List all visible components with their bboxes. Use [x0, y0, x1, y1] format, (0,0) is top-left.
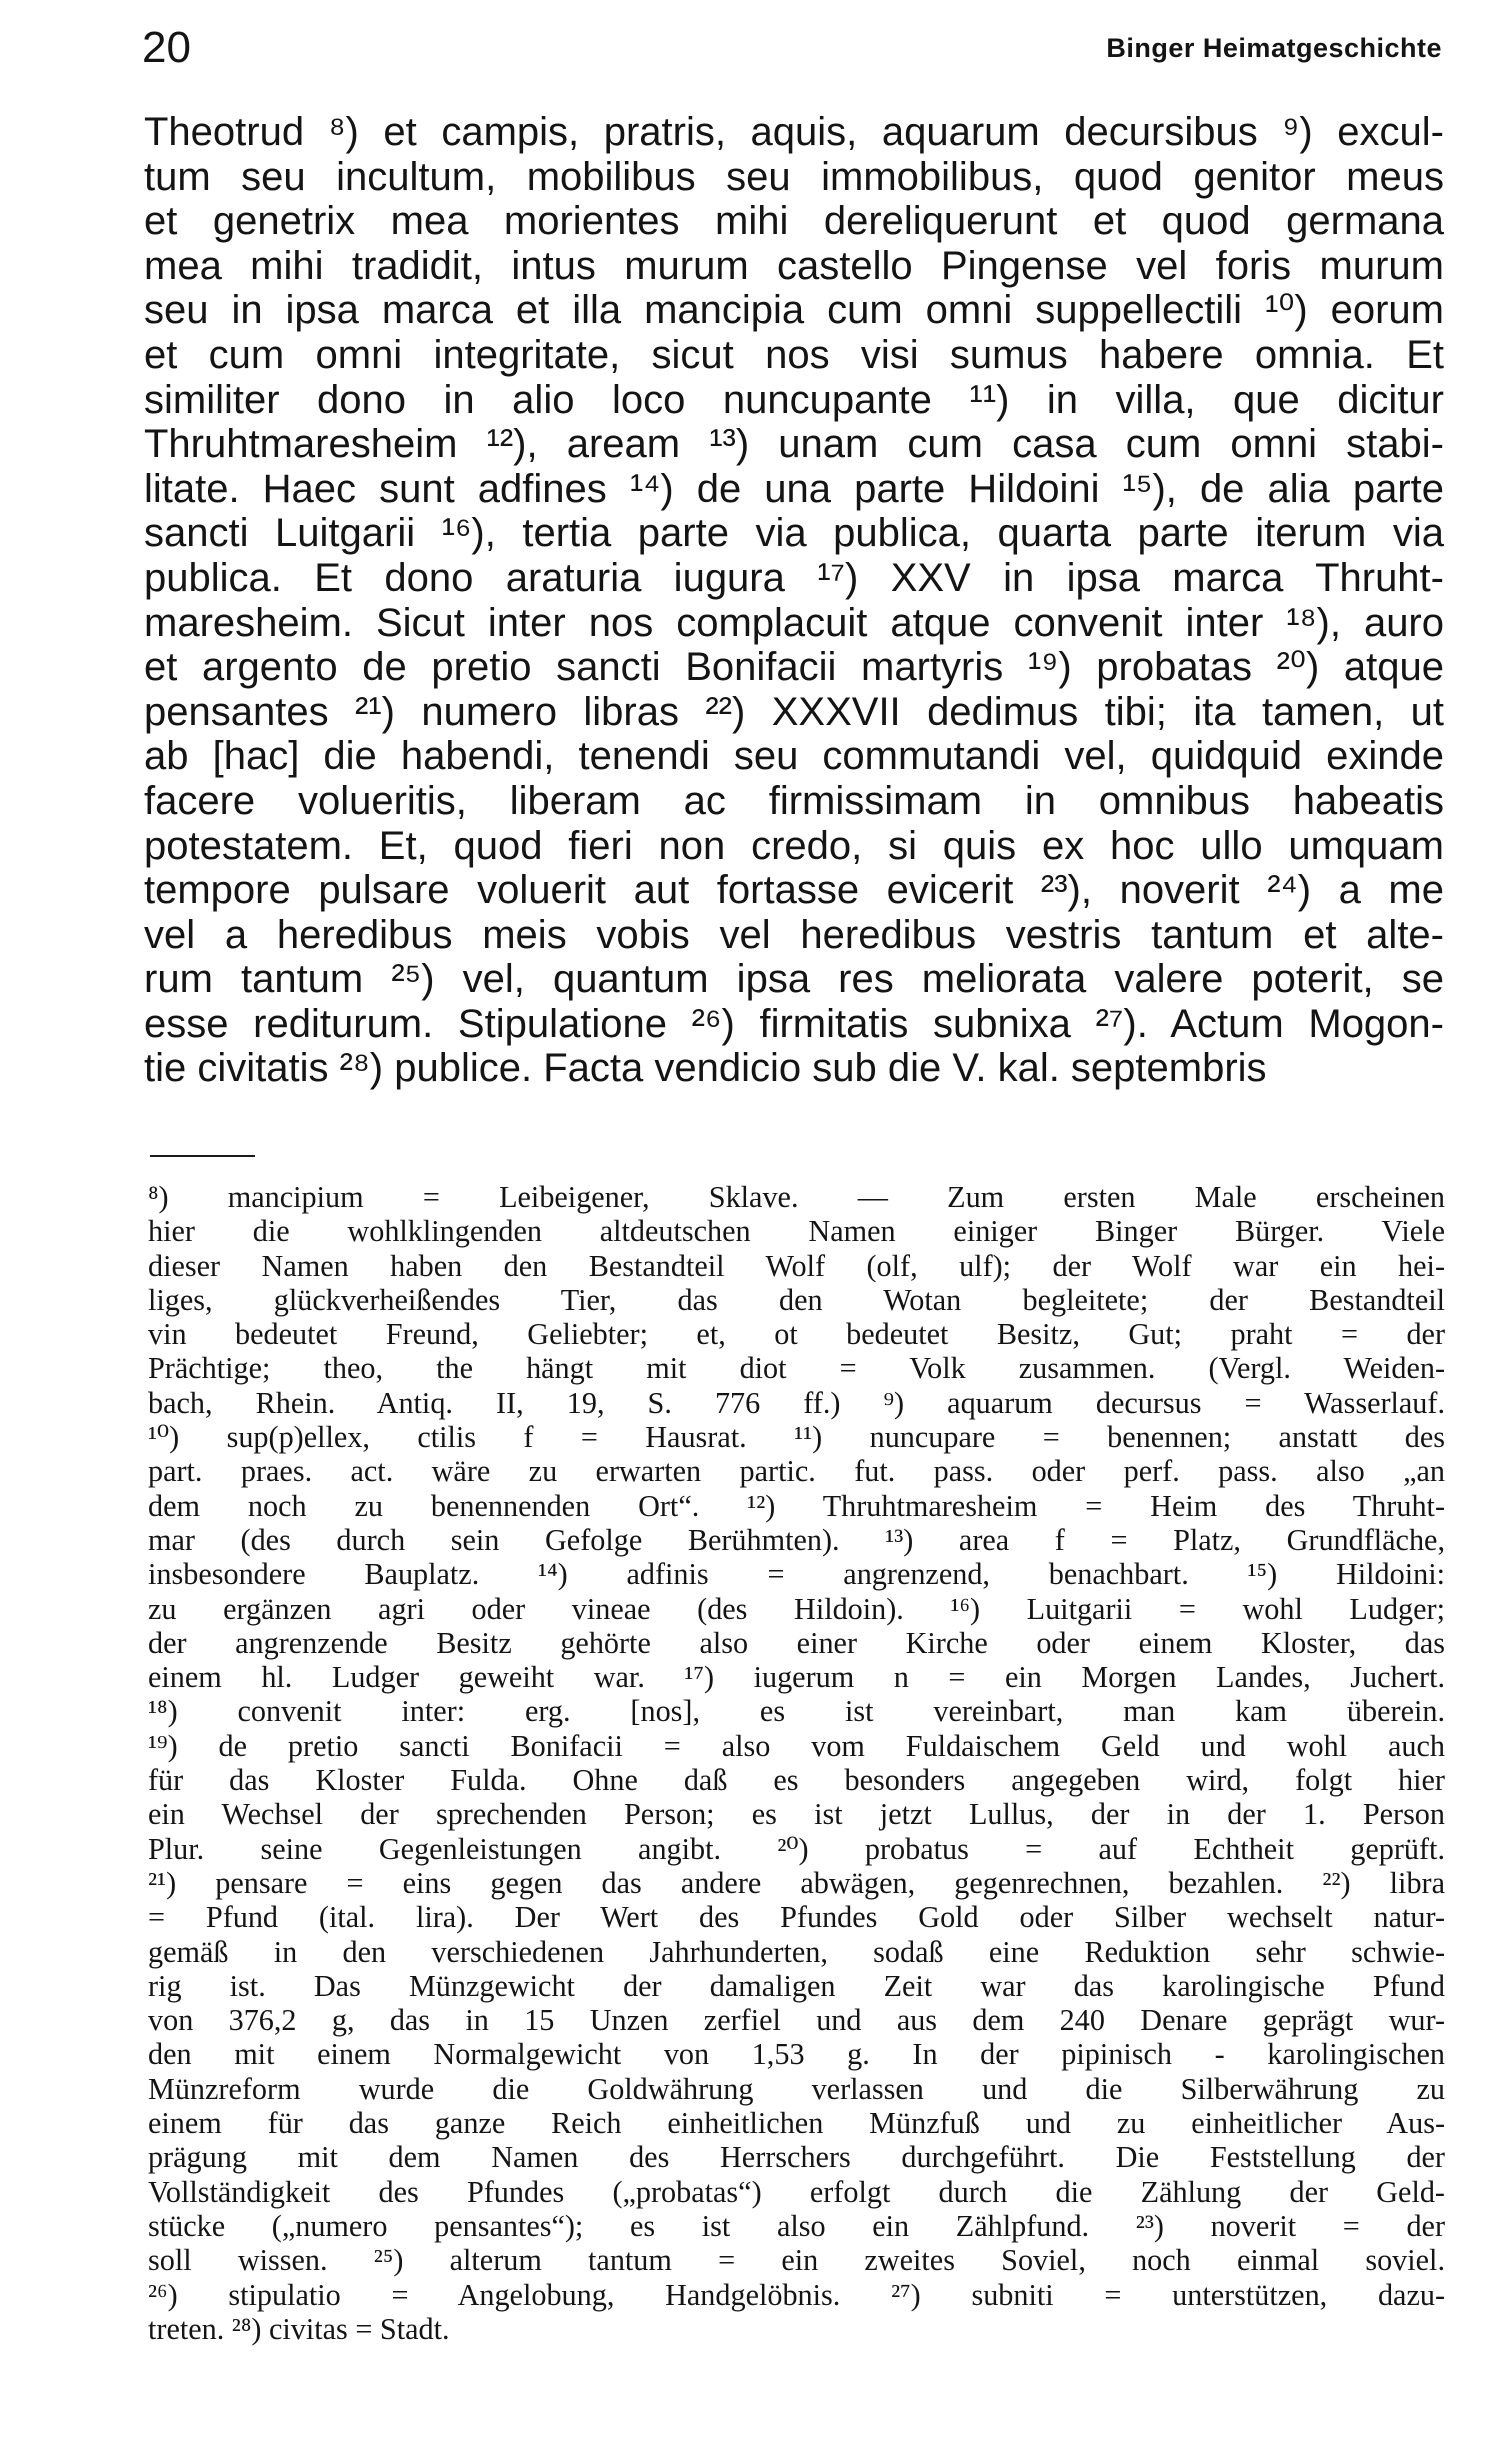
text-line: esse rediturum. Stipulatione ²⁶) firmitatis subnixa ²⁷). Actum Mogon- [144, 1001, 1444, 1046]
text-line: rum tantum ²⁵) vel, quantum ipsa res meliorata valere poterit, se [144, 957, 1444, 1002]
footnote-line: mar (des durch sein Gefolge Berühmten). ¹³) area f = Platz, Grundfläche, [148, 1522, 1445, 1557]
text-line: publica. Et dono araturia iugura ¹⁷) XXV in ipsa marca Thruht- [144, 555, 1444, 600]
main-text-block [144, 110, 1444, 1091]
footnote-line: zu ergänzen agri oder vineae (des Hildoin). ¹⁶) Luitgarii = wohl Ludger; [148, 1591, 1445, 1626]
text-line: tempore pulsare voluerit aut fortasse evicerit ²³), noverit ²⁴) a me [144, 868, 1444, 913]
footnote-line: Vollständigkeit des Pfundes („probatas“) erfolgt durch die Zählung der Geld- [148, 2174, 1445, 2209]
footnote-line: ²⁶) stipulatio = Angelobung, Handgelöbnis. ²⁷) subniti = unterstützen, dazu- [148, 2277, 1445, 2312]
text-line: ab [hac] die habendi, tenendi seu commutandi vel, quidquid exinde [144, 734, 1444, 779]
footnote-line: vin bedeutet Freund, Geliebter; et, ot bedeutet Besitz, Gut; praht = der [148, 1317, 1445, 1352]
page-header [142, 18, 1442, 78]
page-number: 20 [142, 23, 191, 72]
footnote-line: ⁸) mancipium = Leibeigener, Sklave. — Zum ersten Male erscheinen [148, 1180, 1445, 1214]
footnote-line: von 376,2 g, das in 15 Unzen zerfiel und aus dem 240 Denare geprägt wur- [148, 2003, 1445, 2038]
footnote-divider [150, 1155, 255, 1157]
footnote-line: soll wissen. ²⁵) alterum tantum = ein zweites Soviel, noch einmal soviel. [148, 2243, 1445, 2278]
footnote-line: prägung mit dem Namen des Herrschers durchgeführt. Die Feststellung der [148, 2140, 1445, 2175]
text-line: litate. Haec sunt adfines ¹⁴) de una parte Hildoini ¹⁵), de alia parte [144, 466, 1444, 511]
text-line: similiter dono in alio loco nuncupante ¹¹) in villa, que dicitur [144, 377, 1444, 422]
footnote-line: der angrenzende Besitz gehörte also einer Kirche oder einem Kloster, das [148, 1625, 1445, 1660]
footnote-line: ¹⁹) de pretio sancti Bonifacii = also vom Fuldaischem Geld und wohl auch [148, 1728, 1445, 1763]
footnote-line: den mit einem Normalgewicht von 1,53 g. In der pipinisch - karolingischen [148, 2037, 1445, 2072]
text-line: Theotrud ⁸) et campis, pratris, aquis, aquarum decursibus ⁹) excul- [144, 110, 1444, 154]
footnote-line: ²¹) pensare = eins gegen das andere abwägen, gegenrechnen, bezahlen. ²²) libra [148, 1865, 1445, 1900]
text-line: sancti Luitgarii ¹⁶), tertia parte via publica, quarta parte iterum via [144, 511, 1444, 556]
footnote-line: dem noch zu benennenden Ort“. ¹²) Thruhtmaresheim = Heim des Thruht- [148, 1488, 1445, 1523]
text-line: tie civitatis ²⁸) publice. Facta vendicio sub die V. kal. septembris [144, 1046, 1267, 1091]
footnote-line: rig ist. Das Münzgewicht der damaligen Zeit war das karolingische Pfund [148, 1968, 1445, 2003]
footnote-line: bach, Rhein. Antiq. II, 19, S. 776 ff.) ⁹) aquarum decursus = Wasserlauf. [148, 1385, 1445, 1420]
footnote-line: ein Wechsel der sprechenden Person; es ist jetzt Lullus, der in der 1. Person [148, 1797, 1445, 1832]
footnote-line: Prächtige; theo, the hängt mit diot = Volk zusammen. (Vergl. Weiden- [148, 1351, 1445, 1386]
text-line: Thruhtmaresheim ¹²), aream ¹³) unam cum casa cum omni stabi- [144, 422, 1444, 467]
footnote-line: insbesondere Bauplatz. ¹⁴) adfinis = angrenzend, benachbart. ¹⁵) Hildoini: [148, 1557, 1445, 1592]
text-line: mea mihi tradidit, intus murum castello Pingense vel foris murum [144, 243, 1444, 288]
footnote-line: für das Kloster Fulda. Ohne daß es besonders angegeben wird, folgt hier [148, 1763, 1445, 1798]
text-line: potestatem. Et, quod fieri non credo, si quis ex hoc ullo umquam [144, 823, 1444, 868]
text-line: et argento de pretio sancti Bonifacii martyris ¹⁹) probatas ²⁰) atque [144, 645, 1444, 690]
text-line: tum seu incultum, mobilibus seu immobilibus, quod genitor meus [144, 154, 1444, 199]
footnote-line: Plur. seine Gegenleistungen angibt. ²⁰) probatus = auf Echtheit geprüft. [148, 1831, 1445, 1866]
footnote-line: part. praes. act. wäre zu erwarten partic. fut. pass. oder perf. pass. also „an [148, 1454, 1445, 1489]
footnote-line: = Pfund (ital. lira). Der Wert des Pfundes Gold oder Silber wechselt natur- [148, 1900, 1445, 1935]
footnotes-block [148, 1180, 1445, 2346]
text-line: facere volueritis, liberam ac firmissimam in omnibus habeatis [144, 778, 1444, 823]
text-line: et genetrix mea morientes mihi dereliquerunt et quod germana [144, 199, 1444, 244]
running-head: Binger Heimatgeschichte [1106, 32, 1442, 63]
text-line: pensantes ²¹) numero libras ²²) XXXVII dedimus tibi; ita tamen, ut [144, 689, 1444, 734]
footnote-line: hier die wohlklingenden altdeutschen Namen einiger Binger Bürger. Viele [148, 1214, 1445, 1249]
footnote-line: ¹⁸) convenit inter: erg. [nos], es ist vereinbart, man kam überein. [148, 1694, 1445, 1729]
footnote-line: liges, glückverheißendes Tier, das den Wotan begleitete; der Bestandteil [148, 1282, 1445, 1317]
footnote-line: stücke („numero pensantes“); es ist also ein Zählpfund. ²³) noverit = der [148, 2208, 1445, 2243]
text-line: maresheim. Sicut inter nos complacuit atque convenit inter ¹⁸), auro [144, 600, 1444, 645]
footnote-line: dieser Namen haben den Bestandteil Wolf (olf, ulf); der Wolf war ein hei- [148, 1248, 1445, 1283]
footnote-line: einem für das ganze Reich einheitlichen Münzfuß und zu einheitlicher Aus- [148, 2106, 1445, 2141]
text-line: et cum omni integritate, sicut nos visi sumus habere omnia. Et [144, 332, 1444, 377]
footnote-line: einem hl. Ludger geweiht war. ¹⁷) iugerum n = ein Morgen Landes, Juchert. [148, 1660, 1445, 1695]
footnote-line: treten. ²⁸) civitas = Stadt. [148, 2311, 450, 2346]
text-line: vel a heredibus meis vobis vel heredibus vestris tantum et alte- [144, 912, 1444, 957]
text-line: seu in ipsa marca et illa mancipia cum omni suppellectili ¹⁰) eorum [144, 288, 1444, 333]
footnote-line: ¹⁰) sup(p)ellex, ctilis f = Hausrat. ¹¹) nuncupare = benennen; anstatt des [148, 1420, 1445, 1455]
footnote-line: Münzreform wurde die Goldwährung verlassen und die Silberwährung zu [148, 2071, 1445, 2106]
footnote-line: gemäß in den verschiedenen Jahrhunderten, sodaß eine Reduktion sehr schwie- [148, 1934, 1445, 1969]
